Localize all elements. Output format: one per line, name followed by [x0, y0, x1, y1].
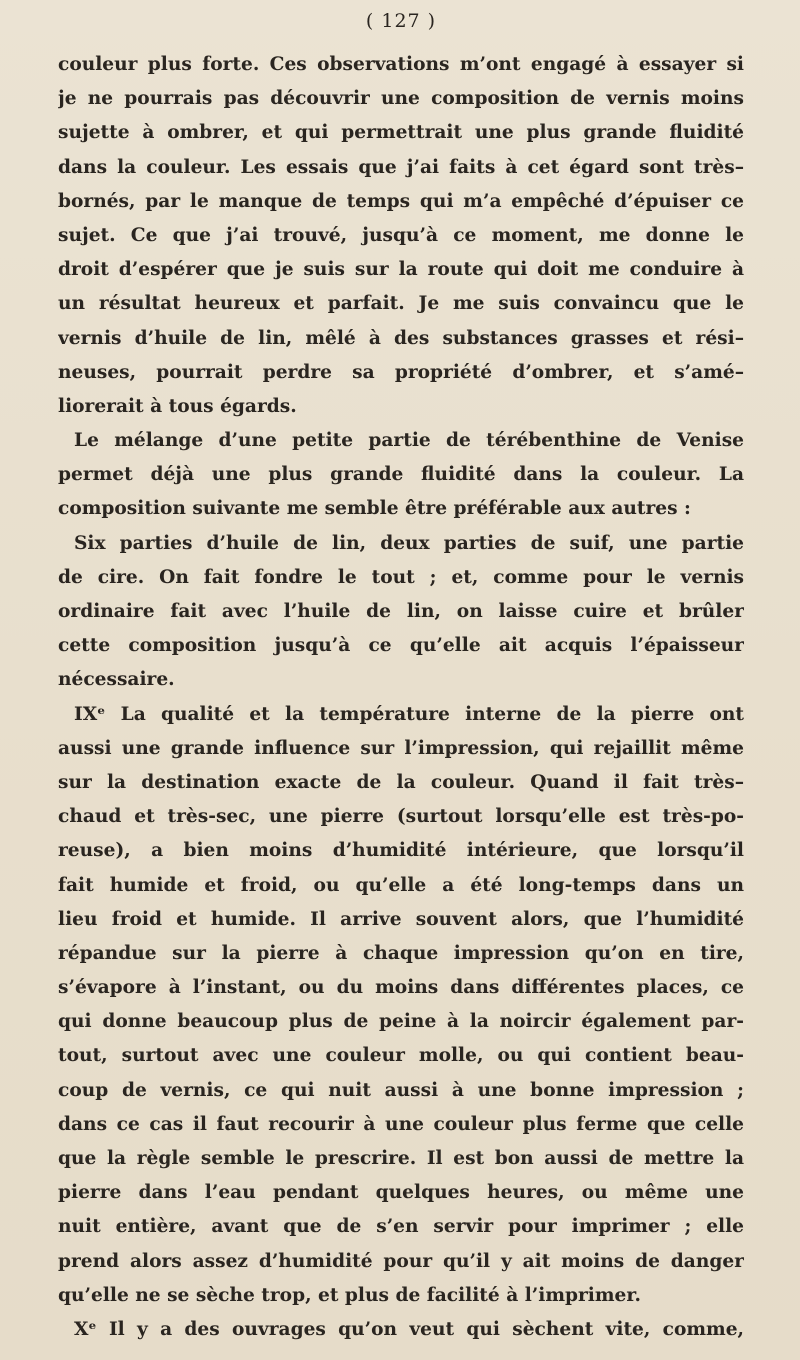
text-line: nécessaire. — [58, 669, 175, 691]
text-line: liorerait à tous égards. — [58, 395, 297, 417]
text-line: de cire. On fait fondre le tout ; et, comme pour le vernis — [58, 566, 744, 588]
text-line: répandue sur la pierre à chaque impression qu’on en tire, — [58, 942, 744, 964]
page-body-text — [58, 48, 744, 1347]
text-line: que la règle semble le prescrire. Il est bon aussi de mettre la — [58, 1148, 744, 1169]
text-line: couleur plus forte. Ces observations m’ont engagé à essayer si — [58, 54, 744, 75]
text-line: nuit entière, avant que de s’en servir pour imprimer ; elle — [58, 1216, 744, 1238]
text-line: s’évapore à l’instant, ou du moins dans différentes places, ce — [58, 977, 744, 999]
text-line: IXᵉ La qualité et la température interne de la pierre ont — [74, 703, 744, 725]
text-line: cette composition jusqu’à ce qu’elle ait acquis l’épaisseur — [58, 635, 744, 657]
text-line: Le mélange d’une petite partie de térébenthine de Venise — [74, 430, 744, 452]
text-line: un résultat heureux et parfait. Je me suis convaincu que le — [58, 293, 744, 315]
text-line: qu’elle ne se sèche trop, et plus de facilité à l’imprimer. — [58, 1284, 641, 1306]
text-line: dans ce cas il faut recourir à une couleur plus ferme que celle — [58, 1113, 744, 1135]
text-line: chaud et très-sec, une pierre (surtout lorsqu’elle est très-po- — [58, 806, 744, 828]
text-line: Six parties d’huile de lin, deux parties de suif, une partie — [74, 532, 744, 554]
text-line: neuses, pourrait perdre sa propriété d’ombrer, et s’amé– — [58, 361, 744, 383]
text-line: droit d’espérer que je suis sur la route qui doit me conduire à — [58, 259, 744, 281]
text-line: composition suivante me semble être préférable aux autres : — [58, 498, 691, 520]
page-number: ( 127 ) — [365, 10, 437, 32]
text-line: permet déjà une plus grande fluidité dans la couleur. La — [58, 464, 744, 486]
text-line: qui donne beaucoup plus de peine à la noircir également par- — [58, 1011, 744, 1033]
text-line: ordinaire fait avec l’huile de lin, on laisse cuire et brûler — [58, 601, 744, 622]
text-line: aussi une grande influence sur l’impression, qui rejaillit même — [58, 737, 744, 759]
text-line: vernis d’huile de lin, mêlé à des substances grasses et rési– — [58, 327, 744, 349]
text-line: coup de vernis, ce qui nuit aussi à une bonne impression ; — [58, 1079, 744, 1101]
text-line: pierre dans l’eau pendant quelques heures, ou même une — [58, 1182, 744, 1204]
text-line: je ne pourrais pas découvrir une composition de vernis moins — [58, 88, 744, 110]
text-line: fait humide et froid, ou qu’elle a été long-temps dans un — [58, 874, 744, 896]
text-line: sur la destination exacte de la couleur. Quand il fait très– — [58, 771, 744, 793]
text-line: dans la couleur. Les essais que j’ai faits à cet égard sont très– — [58, 156, 744, 178]
text-line: tout, surtout avec une couleur molle, ou qui contient beau- — [58, 1045, 744, 1067]
text-line: lieu froid et humide. Il arrive souvent alors, que l’humidité — [58, 908, 744, 930]
text-line: reuse), a bien moins d’humidité intérieure, que lorsqu’il — [58, 840, 744, 862]
text-line: sujette à ombrer, et qui permettrait une plus grande fluidité — [58, 122, 744, 144]
text-line: prend alors assez d’humidité pour qu’il y ait moins de danger — [58, 1250, 744, 1272]
text-line: Xᵉ Il y a des ouvrages qu’on veut qui sèchent vite, comme, — [74, 1318, 744, 1340]
text-line: sujet. Ce que j’ai trouvé, jusqu’à ce moment, me donne le — [58, 224, 744, 246]
text-line: bornés, par le manque de temps qui m’a empêché d’épuiser ce — [58, 190, 744, 212]
